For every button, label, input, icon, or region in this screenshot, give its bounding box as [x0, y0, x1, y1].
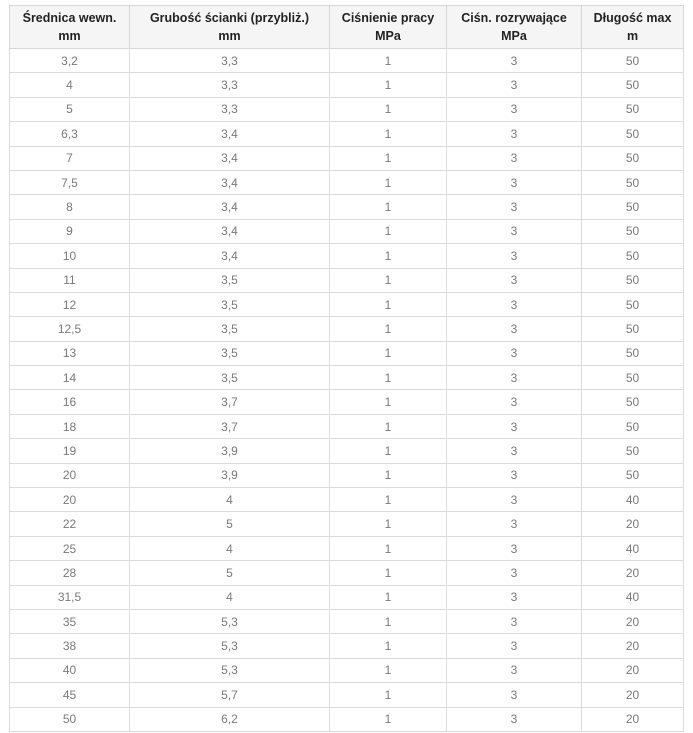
cell-wall-thickness: 4 — [130, 585, 330, 609]
table-row — [10, 561, 684, 585]
table-row — [10, 341, 684, 365]
cell-burst-pressure: 3 — [447, 634, 582, 658]
cell-burst-pressure: 3 — [447, 707, 582, 731]
cell-burst-pressure: 3 — [447, 317, 582, 341]
cell-burst-pressure: 3 — [447, 414, 582, 438]
cell-max-length: 50 — [582, 146, 684, 170]
cell-working-pressure: 1 — [330, 268, 447, 292]
cell-working-pressure: 1 — [330, 73, 447, 97]
cell-working-pressure: 1 — [330, 634, 447, 658]
cell-working-pressure: 1 — [330, 707, 447, 731]
cell-inner-diameter: 19 — [10, 439, 130, 463]
cell-max-length: 20 — [582, 634, 684, 658]
cell-wall-thickness: 3,4 — [130, 195, 330, 219]
cell-max-length: 20 — [582, 561, 684, 585]
cell-wall-thickness: 5 — [130, 561, 330, 585]
table-row — [10, 439, 684, 463]
cell-inner-diameter: 10 — [10, 244, 130, 268]
header-label: Ciśnienie pracy — [341, 11, 435, 25]
cell-burst-pressure: 3 — [447, 73, 582, 97]
cell-burst-pressure: 3 — [447, 683, 582, 707]
cell-max-length: 50 — [582, 170, 684, 194]
cell-inner-diameter: 3,2 — [10, 49, 130, 73]
cell-inner-diameter: 38 — [10, 634, 130, 658]
header-label: Długość max — [593, 11, 672, 25]
header-label: Grubość ścianki (przybliż.) — [149, 11, 310, 25]
cell-burst-pressure: 3 — [447, 585, 582, 609]
header-burst-pressure — [447, 6, 582, 49]
table-row — [10, 512, 684, 536]
cell-burst-pressure: 3 — [447, 390, 582, 414]
cell-wall-thickness: 3,3 — [130, 97, 330, 121]
cell-working-pressure: 1 — [330, 488, 447, 512]
cell-inner-diameter: 50 — [10, 707, 130, 731]
table-row — [10, 219, 684, 243]
cell-max-length: 50 — [582, 414, 684, 438]
table-row — [10, 49, 684, 73]
header-max-length — [582, 6, 684, 49]
header-label: Ciśn. rozrywające — [461, 11, 567, 25]
cell-wall-thickness: 3,5 — [130, 317, 330, 341]
cell-inner-diameter: 7 — [10, 146, 130, 170]
cell-working-pressure: 1 — [330, 244, 447, 268]
cell-inner-diameter: 18 — [10, 414, 130, 438]
cell-inner-diameter: 25 — [10, 536, 130, 560]
cell-working-pressure: 1 — [330, 292, 447, 316]
cell-inner-diameter: 40 — [10, 658, 130, 682]
cell-max-length: 50 — [582, 366, 684, 390]
cell-wall-thickness: 3,9 — [130, 463, 330, 487]
cell-burst-pressure: 3 — [447, 561, 582, 585]
cell-max-length: 50 — [582, 439, 684, 463]
table-row — [10, 414, 684, 438]
cell-max-length: 50 — [582, 317, 684, 341]
table-row — [10, 73, 684, 97]
table-row — [10, 122, 684, 146]
cell-working-pressure: 1 — [330, 49, 447, 73]
cell-max-length: 50 — [582, 341, 684, 365]
cell-inner-diameter: 22 — [10, 512, 130, 536]
cell-max-length: 20 — [582, 683, 684, 707]
cell-wall-thickness: 3,7 — [130, 390, 330, 414]
table-row — [10, 488, 684, 512]
cell-max-length: 20 — [582, 512, 684, 536]
cell-wall-thickness: 3,4 — [130, 244, 330, 268]
cell-working-pressure: 1 — [330, 146, 447, 170]
cell-working-pressure: 1 — [330, 561, 447, 585]
cell-wall-thickness: 3,5 — [130, 292, 330, 316]
cell-working-pressure: 1 — [330, 341, 447, 365]
cell-burst-pressure: 3 — [447, 122, 582, 146]
cell-max-length: 40 — [582, 585, 684, 609]
cell-wall-thickness: 6,2 — [130, 707, 330, 731]
table-row — [10, 658, 684, 682]
cell-working-pressure: 1 — [330, 122, 447, 146]
cell-burst-pressure: 3 — [447, 658, 582, 682]
cell-wall-thickness: 3,5 — [130, 341, 330, 365]
cell-inner-diameter: 13 — [10, 341, 130, 365]
table-row — [10, 97, 684, 121]
cell-working-pressure: 1 — [330, 683, 447, 707]
cell-inner-diameter: 8 — [10, 195, 130, 219]
cell-working-pressure: 1 — [330, 317, 447, 341]
cell-working-pressure: 1 — [330, 414, 447, 438]
cell-working-pressure: 1 — [330, 512, 447, 536]
cell-burst-pressure: 3 — [447, 512, 582, 536]
table-row — [10, 195, 684, 219]
header-label: Średnica wewn. — [22, 11, 117, 25]
header-working-pressure — [330, 6, 447, 49]
cell-inner-diameter: 20 — [10, 463, 130, 487]
cell-wall-thickness: 3,5 — [130, 268, 330, 292]
cell-max-length: 50 — [582, 73, 684, 97]
table-row — [10, 268, 684, 292]
cell-wall-thickness: 5 — [130, 512, 330, 536]
cell-wall-thickness: 3,4 — [130, 146, 330, 170]
table-body — [10, 49, 684, 732]
cell-max-length: 50 — [582, 390, 684, 414]
table-row — [10, 634, 684, 658]
cell-max-length: 50 — [582, 122, 684, 146]
header-inner-diameter — [10, 6, 130, 49]
cell-max-length: 50 — [582, 49, 684, 73]
table-row — [10, 390, 684, 414]
cell-working-pressure: 1 — [330, 219, 447, 243]
cell-max-length: 50 — [582, 219, 684, 243]
table-row — [10, 244, 684, 268]
cell-inner-diameter: 9 — [10, 219, 130, 243]
cell-inner-diameter: 28 — [10, 561, 130, 585]
cell-max-length: 40 — [582, 488, 684, 512]
cell-max-length: 40 — [582, 536, 684, 560]
cell-burst-pressure: 3 — [447, 609, 582, 633]
table-row — [10, 317, 684, 341]
table-row — [10, 609, 684, 633]
cell-wall-thickness: 3,7 — [130, 414, 330, 438]
cell-wall-thickness: 4 — [130, 488, 330, 512]
cell-working-pressure: 1 — [330, 170, 447, 194]
cell-burst-pressure: 3 — [447, 219, 582, 243]
cell-burst-pressure: 3 — [447, 170, 582, 194]
cell-wall-thickness: 3,3 — [130, 49, 330, 73]
cell-burst-pressure: 3 — [447, 488, 582, 512]
cell-inner-diameter: 45 — [10, 683, 130, 707]
table-row — [10, 707, 684, 731]
cell-wall-thickness: 3,4 — [130, 170, 330, 194]
cell-inner-diameter: 6,3 — [10, 122, 130, 146]
hose-spec-table — [9, 5, 684, 732]
cell-inner-diameter: 14 — [10, 366, 130, 390]
header-unit: MPa — [375, 29, 401, 43]
header-wall-thickness — [130, 6, 330, 49]
cell-working-pressure: 1 — [330, 439, 447, 463]
cell-wall-thickness: 3,5 — [130, 366, 330, 390]
cell-burst-pressure: 3 — [447, 292, 582, 316]
cell-inner-diameter: 11 — [10, 268, 130, 292]
cell-max-length: 20 — [582, 707, 684, 731]
cell-max-length: 50 — [582, 195, 684, 219]
cell-wall-thickness: 5,3 — [130, 634, 330, 658]
cell-working-pressure: 1 — [330, 366, 447, 390]
cell-burst-pressure: 3 — [447, 195, 582, 219]
cell-working-pressure: 1 — [330, 97, 447, 121]
cell-burst-pressure: 3 — [447, 97, 582, 121]
table-header — [10, 6, 684, 49]
cell-working-pressure: 1 — [330, 390, 447, 414]
cell-burst-pressure: 3 — [447, 146, 582, 170]
cell-inner-diameter: 12 — [10, 292, 130, 316]
cell-working-pressure: 1 — [330, 585, 447, 609]
cell-wall-thickness: 3,4 — [130, 122, 330, 146]
cell-wall-thickness: 4 — [130, 536, 330, 560]
cell-wall-thickness: 5,3 — [130, 658, 330, 682]
cell-inner-diameter: 31,5 — [10, 585, 130, 609]
cell-max-length: 20 — [582, 658, 684, 682]
cell-max-length: 50 — [582, 244, 684, 268]
cell-working-pressure: 1 — [330, 195, 447, 219]
cell-working-pressure: 1 — [330, 463, 447, 487]
cell-max-length: 20 — [582, 609, 684, 633]
cell-burst-pressure: 3 — [447, 49, 582, 73]
cell-inner-diameter: 20 — [10, 488, 130, 512]
header-unit: mm — [58, 29, 81, 43]
table-row — [10, 170, 684, 194]
cell-working-pressure: 1 — [330, 536, 447, 560]
cell-burst-pressure: 3 — [447, 268, 582, 292]
cell-inner-diameter: 5 — [10, 97, 130, 121]
table-row — [10, 366, 684, 390]
cell-burst-pressure: 3 — [447, 366, 582, 390]
cell-inner-diameter: 35 — [10, 609, 130, 633]
header-unit: m — [626, 29, 639, 43]
cell-burst-pressure: 3 — [447, 244, 582, 268]
cell-max-length: 50 — [582, 97, 684, 121]
header-unit: mm — [218, 29, 241, 43]
cell-max-length: 50 — [582, 268, 684, 292]
table-row — [10, 463, 684, 487]
cell-working-pressure: 1 — [330, 609, 447, 633]
table-row — [10, 146, 684, 170]
cell-burst-pressure: 3 — [447, 439, 582, 463]
header-unit: MPa — [501, 29, 527, 43]
table-row — [10, 292, 684, 316]
cell-burst-pressure: 3 — [447, 536, 582, 560]
cell-wall-thickness: 3,4 — [130, 219, 330, 243]
cell-inner-diameter: 12,5 — [10, 317, 130, 341]
cell-wall-thickness: 5,7 — [130, 683, 330, 707]
cell-wall-thickness: 3,9 — [130, 439, 330, 463]
cell-burst-pressure: 3 — [447, 341, 582, 365]
cell-inner-diameter: 4 — [10, 73, 130, 97]
cell-inner-diameter: 16 — [10, 390, 130, 414]
cell-burst-pressure: 3 — [447, 463, 582, 487]
cell-wall-thickness: 3,3 — [130, 73, 330, 97]
cell-max-length: 50 — [582, 292, 684, 316]
header-row — [10, 6, 684, 49]
table-row — [10, 536, 684, 560]
table-row — [10, 585, 684, 609]
cell-max-length: 50 — [582, 463, 684, 487]
cell-working-pressure: 1 — [330, 658, 447, 682]
cell-inner-diameter: 7,5 — [10, 170, 130, 194]
cell-wall-thickness: 5,3 — [130, 609, 330, 633]
table-row — [10, 683, 684, 707]
